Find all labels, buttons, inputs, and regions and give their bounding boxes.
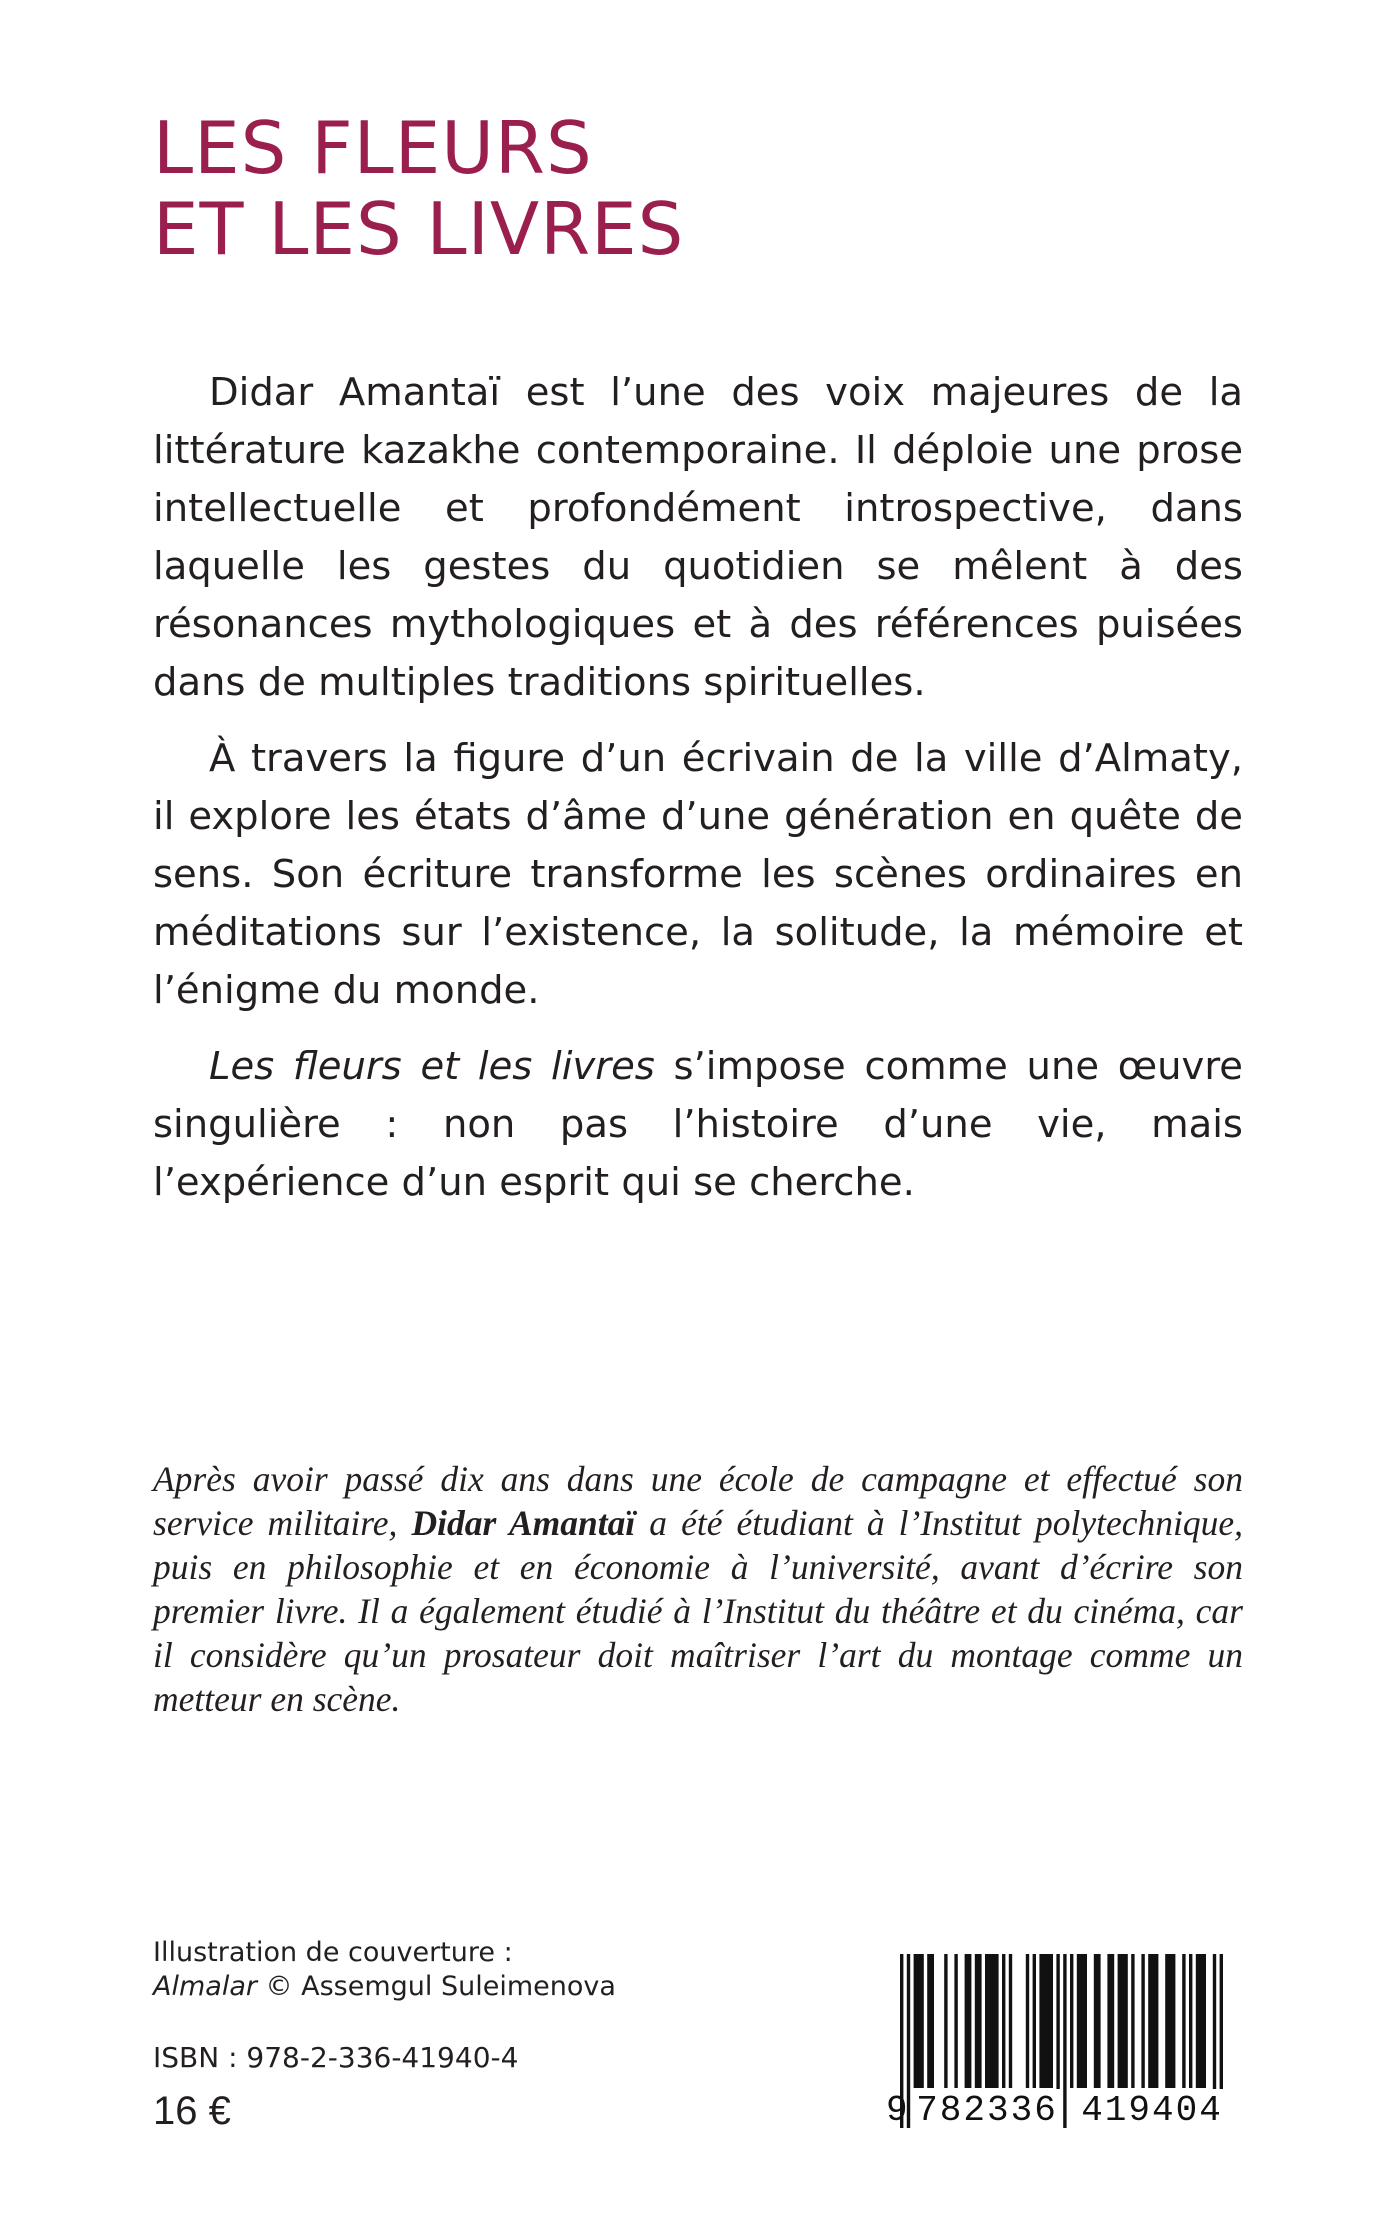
barcode-bar: [1070, 1954, 1073, 2088]
barcode-bar: [1094, 1954, 1101, 2088]
barcode-digits: [868, 2089, 1248, 2133]
price: 16 €: [153, 2089, 231, 2133]
blurb-paragraph-1: Didar Amantaï est l’une des voix majeures de la littérature kazakhe contemporaine. Il déploie une prose intellectuelle et profondément introspective, dans laquelle les gestes du quotidien se mêlent à des résonances mythologiques et à des références puisées dans de multiples traditions spirituelles.: [153, 370, 1243, 705]
author-name: Didar Amantaï: [411, 1503, 636, 1543]
barcode-bar: [965, 1954, 972, 2088]
cover-credits: [153, 1936, 616, 2004]
barcode-bar: [954, 1954, 957, 2088]
book-title-line-1: LES FLEURS: [153, 106, 593, 190]
barcode-bar: [914, 1954, 924, 2088]
barcode-bar: [1165, 1954, 1175, 2088]
cover-artwork-title: Almalar: [153, 1971, 257, 2002]
author-bio-text: a été étudiant à l’Institut polytechnique, puis en philosophie et en économie à l’université, avant d’écrire son premier livre. Il a également étudié à l’Institut du théâtre et du cinéma, car il considère qu’un prosateur doit maîtriser l’art du montage comme un metteur en scène.: [153, 1503, 1243, 1719]
barcode-bar: [927, 1954, 934, 2088]
barcode-bar: [1131, 1954, 1134, 2088]
author-bio: [153, 1457, 1243, 1721]
barcode-bar: [1077, 1954, 1087, 2088]
barcode: [868, 1950, 1248, 2135]
barcode-bar: [1039, 1954, 1053, 2088]
cover-artist: © Assemgul Suleimenova: [256, 1971, 616, 2002]
barcode-bar: [1118, 1954, 1128, 2088]
barcode-bar: [985, 1954, 999, 2088]
blurb-book-title: Les fleurs et les livres: [209, 1044, 655, 1089]
blurb-paragraph-3-text: s’impose comme une œuvre singulière : non pas l’histoire d’une vie, mais l’expérience d’un esprit qui se cherche.: [153, 1044, 1243, 1205]
barcode-left-digits: 782336: [913, 2089, 1061, 2133]
cover-credits-line: [153, 1970, 616, 2004]
blurb-paragraph-3: [153, 1038, 1243, 1212]
barcode-bar: [1189, 1954, 1192, 2088]
barcode-bar: [1107, 1954, 1114, 2088]
barcode-lead-digit: 9: [886, 2090, 908, 2131]
barcode-bar: [1196, 1954, 1206, 2088]
book-title: [153, 108, 684, 270]
isbn: ISBN : 978-2-336-41940-4: [153, 2041, 519, 2074]
cover-credits-label: Illustration de couverture :: [153, 1937, 513, 1968]
barcode-bar: [1026, 1954, 1029, 2088]
barcode-bar: [1009, 1954, 1012, 2088]
barcode-bar: [1182, 1954, 1185, 2088]
barcode-right-digits: 419404: [1078, 2089, 1226, 2133]
barcode-bar: [1002, 1954, 1005, 2088]
barcode-bar: [1033, 1954, 1036, 2088]
barcode-bar: [1141, 1954, 1144, 2088]
book-title-line-2: ET LES LIVRES: [153, 187, 685, 271]
barcode-bar: [975, 1954, 982, 2088]
author-bio-intro: Après avoir passé dix ans dans une école de campagne et effectué son service militaire,: [153, 1459, 1243, 1543]
blurb: [153, 364, 1243, 1230]
barcode-bar: [944, 1954, 947, 2088]
barcode-bar: [1148, 1954, 1158, 2088]
blurb-paragraph-2: À travers la figure d’un écrivain de la ville d’Almaty, il explore les états d’âme d’une génération en quête de sens. Son écriture transforme les scènes ordinaires en méditations sur l’existence, la solitude, la mémoire et l’énigme du monde.: [153, 736, 1243, 1013]
